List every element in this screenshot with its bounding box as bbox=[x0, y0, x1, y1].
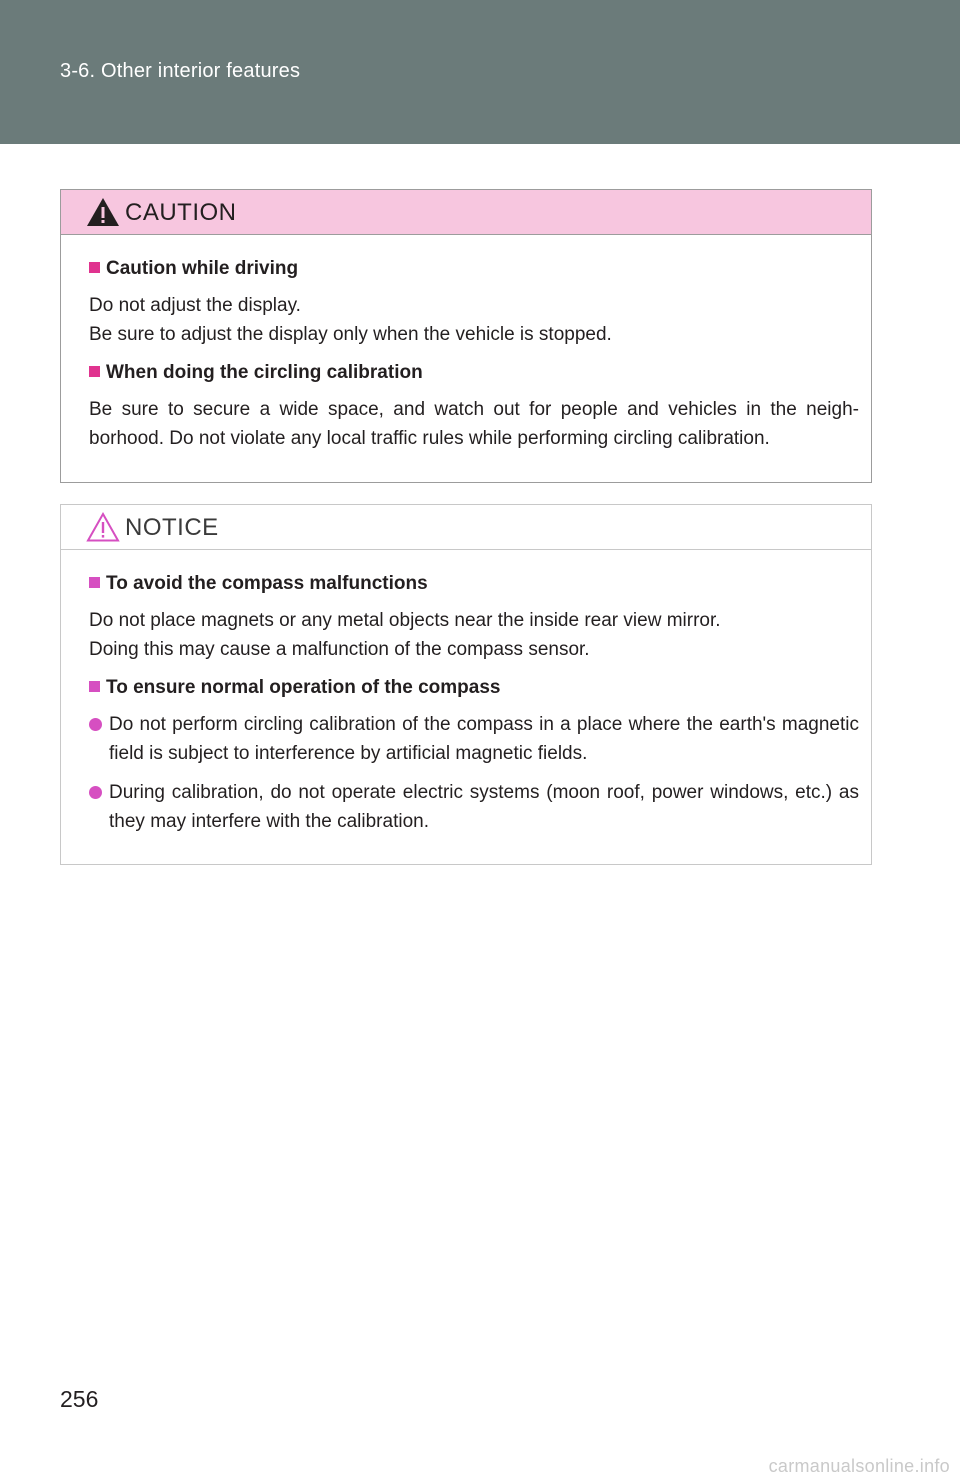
notice-triangle-icon bbox=[85, 511, 121, 543]
caution-section-body bbox=[89, 395, 859, 453]
caution-box bbox=[60, 189, 872, 483]
notice-box bbox=[60, 504, 872, 865]
square-bullet-icon bbox=[89, 366, 100, 377]
paragraph-line: Be sure to secure a wide space, and watch out for people and vehicles in the neigh-borhood. Do not violate any local traffic rules while performing circling calibration. bbox=[89, 399, 859, 449]
round-bullet-icon bbox=[89, 786, 102, 799]
caution-section-body bbox=[89, 291, 859, 349]
round-bullet-icon bbox=[89, 718, 102, 731]
notice-section-title: To ensure normal operation of the compass bbox=[89, 674, 859, 702]
paragraph-line: Be sure to adjust the display only when the vehicle is stopped. bbox=[89, 324, 612, 345]
notice-label: NOTICE bbox=[125, 514, 219, 541]
caution-section-title: When doing the circling calibration bbox=[89, 359, 859, 387]
notice-header bbox=[61, 505, 871, 550]
warning-triangle-icon bbox=[85, 196, 121, 228]
square-bullet-icon bbox=[89, 577, 100, 588]
caution-section-title: Caution while driving bbox=[89, 255, 859, 283]
paragraph-line: Do not place magnets or any metal objects near the inside rear view mirror. bbox=[89, 610, 721, 631]
watermark: carmanualsonline.info bbox=[768, 1456, 950, 1476]
list-item: Do not perform circling calibration of the compass in a place where the earth's magnetic field is subject to interference by artificial magnetic fields. bbox=[89, 710, 859, 768]
notice-body bbox=[61, 550, 871, 836]
section-title: 3-6. Other interior features bbox=[60, 60, 301, 82]
caution-label: CAUTION bbox=[125, 199, 237, 226]
page-header bbox=[0, 0, 960, 144]
square-bullet-icon bbox=[89, 681, 100, 692]
caution-header bbox=[61, 190, 871, 235]
list-item: During calibration, do not operate electric systems (moon roof, power windows, etc.) as they may interfere with the calibration. bbox=[89, 778, 859, 836]
square-bullet-icon bbox=[89, 262, 100, 273]
notice-section-title: To avoid the compass malfunctions bbox=[89, 570, 859, 598]
paragraph-line: Doing this may cause a malfunction of the compass sensor. bbox=[89, 639, 590, 660]
notice-section-body bbox=[89, 606, 859, 664]
caution-body bbox=[61, 235, 871, 453]
paragraph-line: Do not adjust the display. bbox=[89, 295, 301, 316]
notice-bullet-list bbox=[89, 710, 859, 836]
page-number: 256 bbox=[60, 1386, 99, 1412]
